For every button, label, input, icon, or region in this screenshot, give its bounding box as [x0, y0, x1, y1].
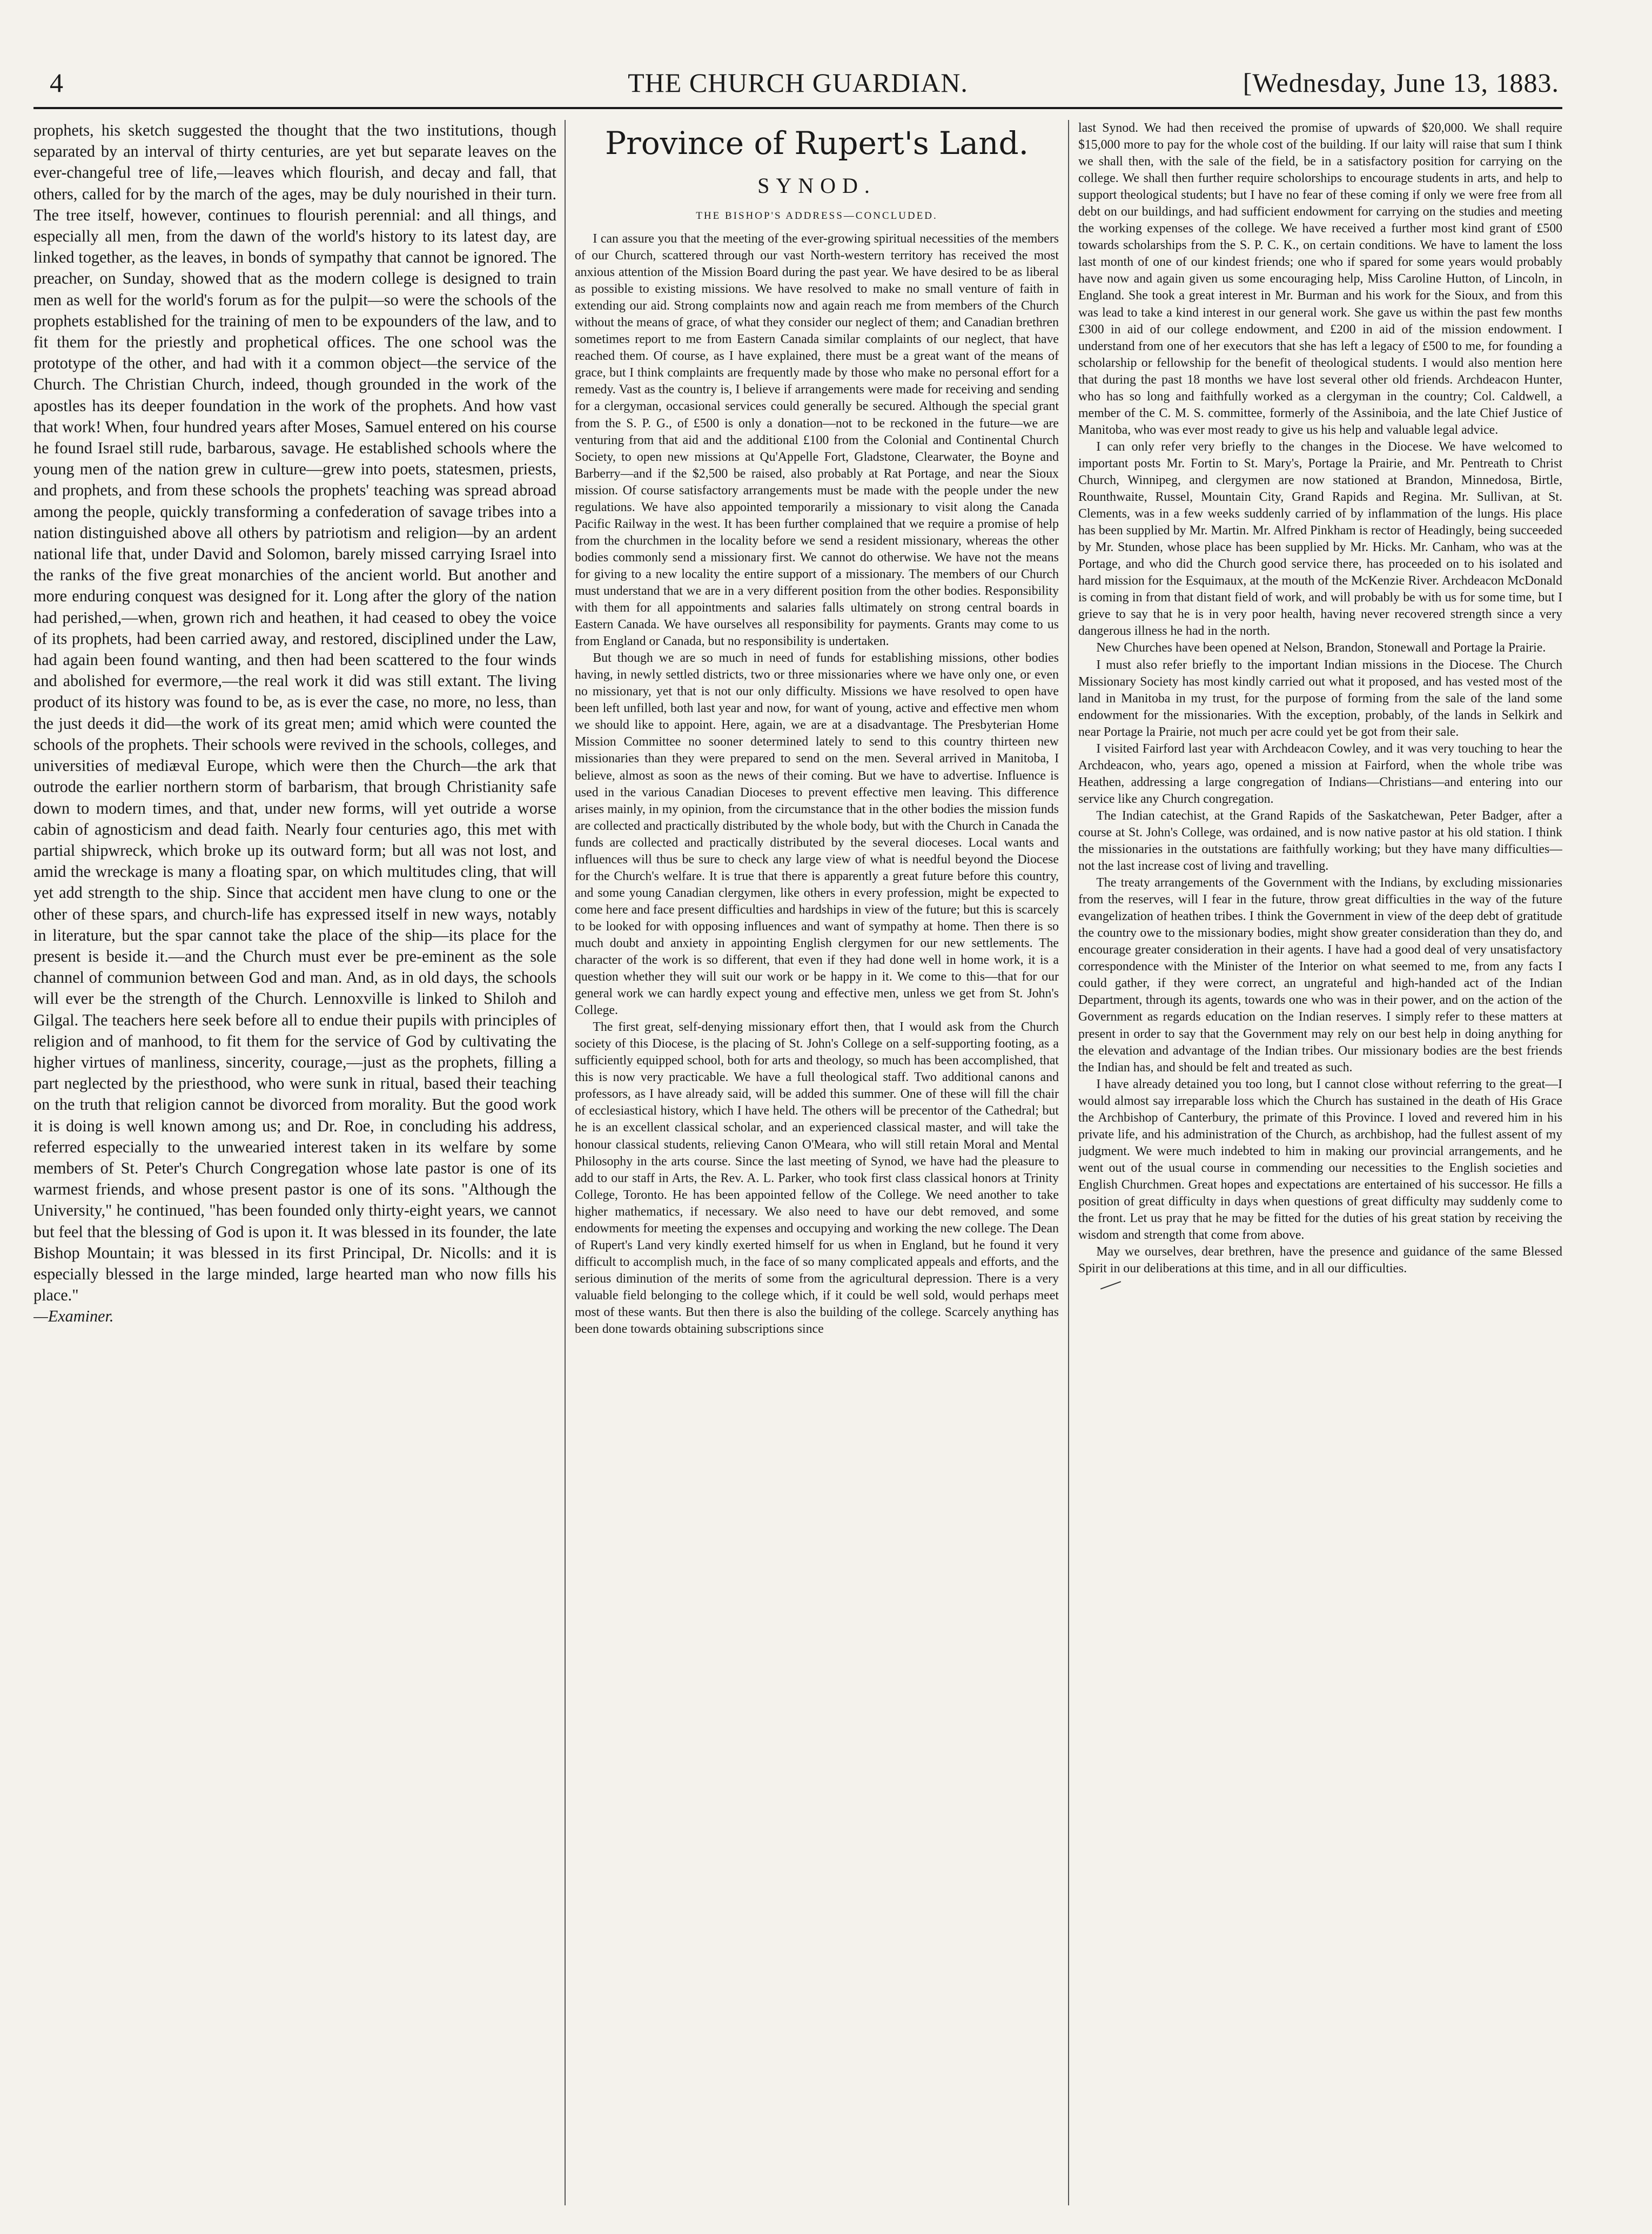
article-subheading: SYNOD. — [757, 173, 876, 198]
article-paragraph: The treaty arrangements of the Government with the Indians, by excluding missionaries from the reserves, will I fear in the future, throw great difficulties in the way of the future evangelization of heathen tribes. I think the Government in view of the deep debt of gratitude the country owe to the missionary bodies, might show greater consideration than they do, and encourage greater consideration in their agents. I have had a good deal of very unsatisfactory correspondence with the Minister of the Interior on what seemed to me, from any facts I could gather, if they were correct, an ungrateful and high-handed act of the Indian Department, through its agents, towards one who was in their power, and on the action of the Government as regards education on the Indian reserves. I simply refer to these matters at present in order to say that the Government may rely on our best help in doing anything for the elevation and advantage of the Indian tribes. Our missionary bodies are the best friends the Indian has, and should be felt and treated as such. — [1078, 876, 1562, 1075]
article-text: prophets, his sketch suggested the thought that the two institutions, though separated by an interval of thirty centuries, are yet but separate leaves on the ever-changeful tree of life,—leaves which flourish, and decay and fall, that others, called for by the march of the ages, may be duly nourished in their turn. The tree itself, however, continues to flourish perennial: and all things, and especially all men, from the dawn of the world's history to its latest day, are linked together, as the leaves, in bonds of sympathy that cannot be ignored. The preacher, on Sunday, showed that as the modern college is designed to train men as well for the world's forum as for the pulpit—so were the schools of the prophets established for the training of men to be expounders of the law, and to fit them for the priestly and prophetical offices. The one school was the prototype of the other, and had with it a common object—the service of the Church. The Christian Church, indeed, though grounded in the work of the apostles has its deeper foundation in the work of the prophets. And how vast that work! When, four hundred years after Moses, Samuel entered on his course he found Israel still rude, barbarous, savage. He established schools where the young men of the nation grew in culture—grew into poets, statesmen, priests, and prophets, and from these schools the prophets' teaching was spread abroad among the people, quickly transforming a confederation of savage tribes into a nation distinguished above all others by patriotism and religion—by an ardent national life that, under David and Solomon, barely missed carrying Israel into the ranks of the five great monarchies of the ancient world. But another and more enduring conquest was designed for it. Long after the glory of the nation had perished,—when, grown rich and heathen, it had ceased to obey the voice of its prophets, had been carried away, and restored, disciplined under the Law, had again been found wanting, and then had been scattered to the four winds and abolished for evermore,—the real work it did was still extant. The living product of its history was found to be, as is ever the case, no more, no less, than the just deeds it did—the work of its great men; amid which were counted the schools of the prophets. Their schools were revived in the schools, colleges, and universities of mediæval Europe, which were then the Church—the ark that outrode the earlier northern storm of barbarism, that brough Christianity safe down to modern times, and that, under new forms, will yet outride a worse cabin of agnosticism and dead faith. Nearly four centuries ago, this met with partial shipwreck, which broke up its outward form; but all was not lost, and amid the wreckage is many a floating spar, on which multitudes cling, that will yet add strength to the ship. Since that accident men have clung to one or the other of these spars, and church-life has expressed itself in new ways, notably in literature, but the spar cannot take the place of the ship—its place for the present is beside it.—and the Church must ever be pre-eminent as the sole channel of communion between God and man. And, as in old days, the schools will ever be the strength of the Church. Lennoxville is linked to Shiloh and Gilgal. The teachers here seek before all to endue their pupils with principles of religion and of manhood, to fit them for the service of God by cultivating the higher virtues of manliness, sincerity, courage,—just as the prophets, filling a part neglected by the priesthood, who were sunk in ritual, based their teaching on the truth that religion cannot be divorced from morality. But the good work it is doing is well known among us; and Dr. Roe, in concluding his address, referred especially to the unwearied interest taken in its welfare by some members of St. Peter's Church Congregation whose late pastor is one of its warmest friends, and whose present pastor is one of its sons. "Although the University," he continued, "has been founded only thirty-eight years, we cannot but feel that the blessing of God is upon it. It was blessed in its founder, the late Bishop Mountain; it was blessed in its first Principal, Dr. Nicolls: and it is especially blessed in the large minded, large hearted man who now fills his place." — [33, 121, 556, 1305]
end-mark — [1100, 1281, 1121, 1290]
column-divider — [565, 120, 566, 2205]
article-heading: Province of Rupert's Land. — [605, 125, 1029, 162]
newspaper-title: THE CHURCH GUARDIAN. — [628, 68, 968, 98]
article-paragraph: I visited Fairford last year with Archdeacon Cowley, and it was very touching to hear the Archdeacon, who, years ago, opened a mission at Fairford, when the whole tribe was Heathen, addressing a large congregation of Indians—Christians—and entering into our service like any Church congregation. — [1078, 741, 1562, 806]
middle-column — [575, 120, 1059, 2205]
article-paragraph: The first great, self-denying missionary effort then, that I would ask from the Church society of this Diocese, is the placing of St. John's College on a self-supporting footing, as a sufficiently equipped school, both for arts and theology, so much has been accomplished, that this is now very practicable. We have a full theological staff. Two additional canons and professors, as I have already said, will be added this summer. One of these will fill the chair of ecclesiastical history, which I have held. The others will be precentor of the Cathedral; but he is an excellent classical scholar, and an experienced classical master, and will take the honour classical students, relieving Canon O'Meara, who will still retain Moral and Mental Philosophy in the arts course. Since the last meeting of Synod, we have had the pleasure to add to our staff in Arts, the Rev. A. L. Parker, who took first class classical honors at Trinity College, Toronto. He has been appointed fellow of the College. We need another to take higher mathematics, if necessary. We also need to have our debt removed, and some endowments for meeting the expenses and occupying and working the new college. The Dean of Rupert's Land very kindly exerted himself for us when in England, but he found it very difficult to accomplish much, in the face of so many complicated appeals and efforts, and the serious diminution of the merits of some from the agricultural depression. There is a very valuable field belonging to the college which, if it could be well sold, would perhaps meet most of these wants. But then there is also the building of the college. Scarcely anything has been done towards obtaining subscriptions since — [575, 1020, 1059, 1337]
article-paragraph: New Churches have been opened at Nelson, Brandon, Stonewall and Portage la Prairie. — [1096, 641, 1546, 655]
article-paragraph: last Synod. We had then received the promise of upwards of $20,000. We shall require $15,000 more to pay for the whole cost of the building. If our laity will raise that sum I think we shall then, with the sale of the field, be in a satisfactory position for carrying on the college. We shall then further require scholorships to encourage students in arts, and help to support theological students; but I have no fear of these coming if only we were free from all debt on our buildings, and had sufficient endowment for carrying on the studies and meeting the working expenses of the college. We have received a further most kind grant of £500 towards scholarships from the S. P. C. K., on certain conditions. We have to lament the loss last month of one of our kindest friends; one who if spared for some years would probably have now and again given us some encouraging help, Miss Caroline Hutton, of Lincoln, in England. She took a great interest in Mr. Burman and his work for the Sioux, and from this was lead to take a kind interest in our general work. She gave us within the past few months £300 in aid of our college endowment, and £200 in aid of the mission endowment. I understand from one of her executors that she has left a legacy of £500 to me, for founding a scholarship or fellowship for the benefit of theological students. I would also mention here that during the past 18 months we have lost several other old friends. Archdeacon Hunter, who has so long and faithfully worked as a clergyman in the country; Col. Caldwell, a member of the C. M. S. committee, formerly of the Assiniboia, and the late Chief Justice of Manitoba, who was ever most ready to give us his help and valuable legal advice. — [1078, 121, 1562, 437]
article-paragraph: The Indian catechist, at the Grand Rapids of the Saskatchewan, Peter Badger, after a course at St. John's College, was ordained, and is now native pastor at his old station. I think the missionaries in the outstations are faithfully working; but they have many difficulties—not the last increase cost of living and travelling. — [1078, 808, 1562, 874]
masthead — [33, 64, 1562, 109]
article-paragraph: I must also refer briefly to the important Indian missions in the Diocese. The Church Missionary Society has most kindly carried out what it proposed, and has vested most of the land in Manitoba in my trust, for the purpose of forming from the sale of the land some endowment for the missionaries. With the exception, probably, of the lands in Selkirk and near Portage la Prairie, not much per acre could yet be got from their sale. — [1078, 658, 1562, 739]
article-paragraph: I can assure you that the meeting of the ever-growing spiritual necessities of the members of our Church, scattered through our vast North-western territory has received the most anxious attention of the Mission Board during the past year. We have desired to be as liberal as possible to existing missions. We have resolved to make no small venture of faith in extending our aid. Strong complaints now and again reach me from members of the Church without the means of grace, of what they consider our neglect of them; and Canadian brethren sometimes report to me from Eastern Canada similar complaints of our neglect, that have reached them. Of course, as I have explained, there must be a great want of the means of grace, but I think complaints are frequently made by those who make no personal effort for a remedy. Vast as the country is, I believe if arrangements were made for receiving and sending for a clergyman, occasional services could generally be secured. Although the special grant from the S. P. G., of £500 is only a donation—not to be reckoned in the future—we are venturing from that aid and the additional £100 from the Colonial and Continental Church Society, to open new missions at Qu'Appelle Fort, Gladstone, Clearwater, the Boyne and Barberry—and if the $2,500 be raised, also probably at Rat Portage, and near the Sioux mission. Of course satisfactory arrangements must be made with the people under the new regulations. We have also appointed temporarily a missionary to visit along the Canada Pacific Railway in the west. It has been further complained that we require a promise of help from the churchmen in the locality before we send a resident missionary, whereas the other bodies commonly send a missionary first. We cannot do otherwise. We have not the means for giving to a new locality the entire support of a missionary. The members of our Church must understand that we are in a very different position from the other bodies. Responsibility with them for all appointments and salaries falls ultimately on strong central boards in Eastern Canada. We have ourselves all responsibility for payments. Grants may come to us from England or Canada, but no responsibility is undertaken. — [575, 232, 1059, 649]
right-column — [1078, 120, 1562, 2205]
issue-date: [Wednesday, June 13, 1883. — [1243, 68, 1559, 98]
article-paragraph: But though we are so much in need of funds for establishing missions, other bodies having, in newly settled districts, two or three missionaries where we have only one, or even no missionary, yet that is not our only difficulty. Missions we have resolved to open have been left unfilled, both last year and now, for want of young, active and effective men whom we should like to appoint. Here, again, we are at a disadvantage. The Presbyterian Home Mission Committee no sooner determined lately to send to this country thirteen new missionaries than they were prepared to send on the men. Several arrived in Manitoba, I believe, almost as soon as the news of their coming. But we have to advertise. Influence is used in the various Canadian Dioceses to prevent effective men leaving. This difference arises mainly, in my opinion, from the circumstance that in the other bodies the mission funds are collected and practically distributed by the whole body, but with the Church in Canada the funds are collected and practically distributed by the several dioceses. Local wants and influences will thus be sure to check any large view of what is needful beyond the Diocese for the Church's welfare. It is true that there is apparently a great future before this country, and some young Canadian clergymen, like others in every profession, might be expected to come here and face present difficulties and hardships in view of the future; but this is scarcely to be looked for with opposing influences and want of sympathy at home. Then there is so much doubt and anxiety in appointing English clergymen for our new settlements. The character of the work is so different, that even if they had done well in home work, it is a question whether they will suit our work or be happy in it. We come to this—that for our general work we can hardly expect young and effective men, unless we get from St. John's College. — [575, 651, 1059, 1018]
article-paragraph: I have already detained you too long, but I cannot close without referring to the great—I would almost say irreparable loss which the Church has sustained in the death of His Grace the Archbishop of Canterbury, the primate of this Province. I loved and revered him in his private life, and his administration of the Church, as archbishop, had the fullest assent of my judgment. We were much indebted to him in making our provincial arrangements, and he went out of the usual course in commending our necessities to the English societies and English Churchmen. Great hopes and expectations are entertained of his successor. He fills a position of great difficulty in days when questions of great difficulty may suddenly come to the front. Let us pray that he may be fitted for the duties of his great station by receiving the wisdom and strength that come from above. — [1078, 1077, 1562, 1243]
column-divider — [1068, 120, 1069, 2205]
section-title: THE BISHOP'S ADDRESS—CONCLUDED. — [696, 210, 938, 222]
source-signature: —Examiner. — [33, 1307, 114, 1326]
page-number: 4 — [50, 68, 64, 98]
left-column — [33, 120, 556, 2205]
article-paragraph: May we ourselves, dear brethren, have the presence and guidance of the same Blessed Spirit in our deliberations at this time, and in all our difficulties. — [1078, 1245, 1562, 1276]
article-paragraph: I can only refer very briefly to the changes in the Diocese. We have welcomed to important posts Mr. Fortin to St. Mary's, Portage la Prairie, and Mr. Pentreath to Christ Church, Winnipeg, and clergymen are now stationed at Brandon, Minnedosa, Birtle, Rounthwaite, Russel, Mountain City, Grand Rapids and Regina. Mr. Sullivan, at St. Clements, was in a few weeks suddenly carried of by inflammation of the lungs. His place has been supplied by Mr. Martin. Mr. Alfred Pinkham is rector of Headingly, being succeeded by Mr. Stunden, whose place has been supplied by Mr. Hicks. Mr. Canham, who was at the Portage, and who did the Church good service there, has proceeded on to his isolated and hard mission for the Esquimaux, at the mouth of the McKenzie River. Archdeacon McDonald is coming in from that distant field of work, and will probably be with us for some time, but I grieve to say that he is in very poor health, having never recovered strength since a very dangerous illness he had in the north. — [1078, 439, 1562, 639]
